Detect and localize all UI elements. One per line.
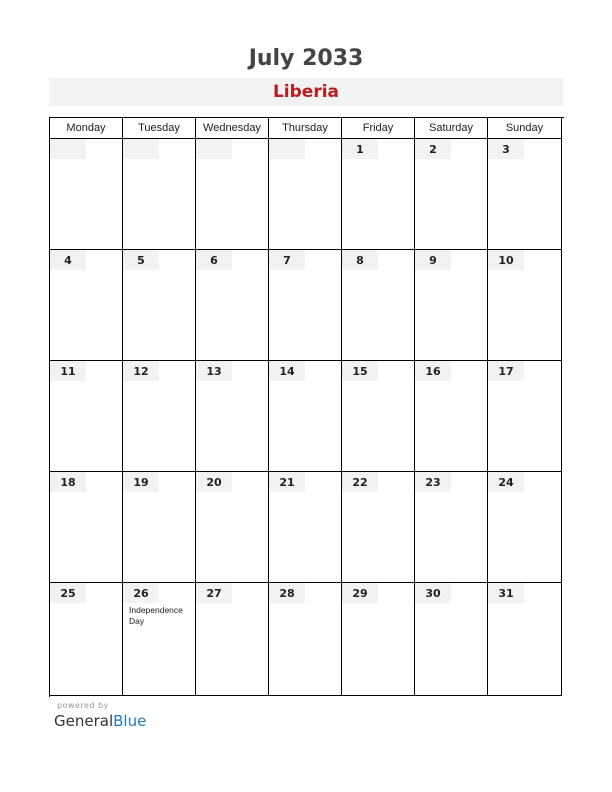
day-cell (415, 250, 488, 361)
brand-name-part2: Blue (113, 712, 147, 730)
day-number: 30 (415, 583, 451, 603)
day-number: 21 (269, 472, 305, 492)
day-cell (196, 250, 269, 361)
day-cell (50, 583, 123, 696)
day-cell (269, 250, 342, 361)
day-number: 11 (50, 361, 86, 381)
day-number: 8 (342, 250, 378, 270)
brand-name-part1: General (54, 712, 114, 730)
weekday-header: Monday (50, 118, 123, 139)
day-cell (123, 139, 196, 250)
day-number: 10 (488, 250, 524, 270)
day-cell (123, 361, 196, 472)
day-cell (50, 139, 123, 250)
day-cell (123, 472, 196, 583)
day-number (196, 139, 232, 159)
weekday-header: Saturday (415, 118, 488, 139)
day-cell (342, 250, 415, 361)
day-cell (415, 139, 488, 250)
day-number: 6 (196, 250, 232, 270)
page-title: July 2033 (248, 46, 364, 71)
day-cell (50, 250, 123, 361)
day-cell (342, 139, 415, 250)
day-number: 4 (50, 250, 86, 270)
day-cell (50, 472, 123, 583)
day-number: 13 (196, 361, 232, 381)
day-cell (415, 472, 488, 583)
day-number: 3 (488, 139, 524, 159)
brand-logo[interactable] (54, 712, 146, 730)
country-label: Liberia (272, 82, 340, 102)
day-number: 19 (123, 472, 159, 492)
day-cell (269, 361, 342, 472)
day-number: 15 (342, 361, 378, 381)
weekday-header: Tuesday (123, 118, 196, 139)
day-cell (50, 361, 123, 472)
day-cell (123, 250, 196, 361)
day-number: 23 (415, 472, 451, 492)
day-number: 26 (123, 583, 159, 603)
country-banner (49, 78, 563, 106)
day-cell (342, 472, 415, 583)
day-number: 2 (415, 139, 451, 159)
day-number: 9 (415, 250, 451, 270)
day-cell (488, 583, 562, 696)
day-number (123, 139, 159, 159)
day-number: 20 (196, 472, 232, 492)
day-cell (196, 583, 269, 696)
day-cell (488, 250, 562, 361)
day-number: 22 (342, 472, 378, 492)
day-number: 29 (342, 583, 378, 603)
day-number: 25 (50, 583, 86, 603)
day-number: 1 (342, 139, 378, 159)
day-cell (196, 361, 269, 472)
weekday-header: Sunday (488, 118, 562, 139)
day-cell (123, 583, 196, 696)
day-number: 31 (488, 583, 524, 603)
day-cell (342, 583, 415, 696)
day-number: 18 (50, 472, 86, 492)
day-number: 16 (415, 361, 451, 381)
day-number: 17 (488, 361, 524, 381)
day-cell (415, 361, 488, 472)
day-cell (196, 139, 269, 250)
day-number: 7 (269, 250, 305, 270)
weekday-header: Wednesday (196, 118, 269, 139)
weekday-header: Thursday (269, 118, 342, 139)
powered-by-label: powered by (57, 701, 109, 710)
day-cell (269, 583, 342, 696)
day-number: 28 (269, 583, 305, 603)
day-cell (269, 139, 342, 250)
day-number (269, 139, 305, 159)
calendar-grid (49, 117, 564, 697)
day-number: 14 (269, 361, 305, 381)
day-cell (415, 583, 488, 696)
day-cell (269, 472, 342, 583)
day-number: 27 (196, 583, 232, 603)
day-number: 24 (488, 472, 524, 492)
day-cell (488, 361, 562, 472)
day-number: 5 (123, 250, 159, 270)
day-cell (488, 472, 562, 583)
holiday-label: Independence Day (129, 605, 183, 626)
weekday-header: Friday (342, 118, 415, 139)
day-number (50, 139, 86, 159)
day-number: 12 (123, 361, 159, 381)
day-cell (488, 139, 562, 250)
day-cell (342, 361, 415, 472)
day-cell (196, 472, 269, 583)
